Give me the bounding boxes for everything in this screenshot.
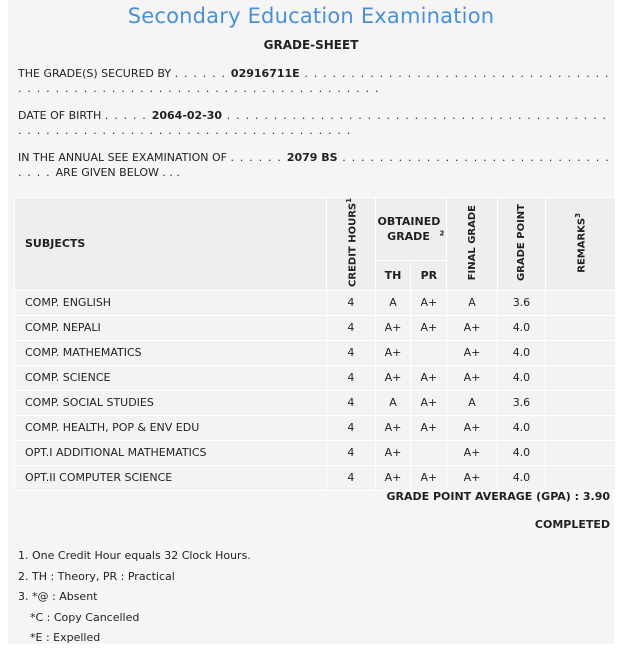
pr-grade-cell: A+ xyxy=(411,465,447,490)
subject-cell: COMP. MATHEMATICS xyxy=(15,340,327,365)
grade-point-cell: 4.0 xyxy=(497,415,545,440)
exam-line: IN THE ANNUAL SEE EXAMINATION OF . . . . . . 2079 BS . . . . . . . . . . . . . . . . . . . . . . . . . . . . . . . . . ARE GIVEN BELOW . . . xyxy=(18,151,610,179)
credit-cell: 4 xyxy=(327,465,376,490)
final-grade-cell: A xyxy=(447,390,497,415)
grade-point-cell: 3.6 xyxy=(497,290,545,315)
subject-cell: COMP. SOCIAL STUDIES xyxy=(15,390,327,415)
table-row xyxy=(15,415,616,440)
final-grade-cell: A+ xyxy=(447,365,497,390)
table-row xyxy=(15,440,616,465)
pr-grade-cell xyxy=(411,440,447,465)
pr-grade-cell: A+ xyxy=(411,315,447,340)
pr-grade-cell: A+ xyxy=(411,390,447,415)
pr-grade-cell: A+ xyxy=(411,415,447,440)
footnote-item: 2. TH : Theory, PR : Practical xyxy=(18,569,175,583)
subject-cell: OPT.I ADDITIONAL MATHEMATICS xyxy=(15,440,327,465)
credit-cell: 4 xyxy=(327,365,376,390)
th-grade-cell: A xyxy=(375,290,411,315)
secured-by-line: THE GRADE(S) SECURED BY . . . . . . 02916711E . . . . . . . . . . . . . . . . . . . . . . . . . . . . . . . . . . . . . . . . . . . . . . . . . . . . . . . . . . . . . . . . . . . . . . . . xyxy=(18,67,610,95)
exam-label: IN THE ANNUAL SEE EXAMINATION OF xyxy=(18,151,227,164)
th-grade-cell: A+ xyxy=(375,415,411,440)
th-header: TH xyxy=(375,260,411,290)
remarks-cell xyxy=(546,415,616,440)
secured-by-label: THE GRADE(S) SECURED BY xyxy=(18,67,172,80)
pr-grade-cell: A+ xyxy=(411,365,447,390)
grade-point-cell: 4.0 xyxy=(497,340,545,365)
grade-point-cell: 4.0 xyxy=(497,465,545,490)
credit-cell: 4 xyxy=(327,440,376,465)
footnote-item: *C : Copy Cancelled xyxy=(30,610,140,624)
credit-cell: 4 xyxy=(327,315,376,340)
remarks-cell xyxy=(546,315,616,340)
subjects-header: SUBJECTS xyxy=(15,198,327,291)
subject-cell: COMP. NEPALI xyxy=(15,315,327,340)
footnotes xyxy=(18,546,251,649)
dob-value: 2064-02-30 xyxy=(151,109,223,122)
th-grade-cell: A+ xyxy=(375,440,411,465)
table-row xyxy=(15,465,616,490)
exam-year: 2079 BS xyxy=(286,151,338,164)
gpa-summary: GRADE POINT AVERAGE (GPA) : 3.90 xyxy=(386,490,610,503)
grade-sheet-heading: GRADE-SHEET xyxy=(263,38,359,52)
th-grade-cell: A xyxy=(375,390,411,415)
remarks-cell xyxy=(546,440,616,465)
grade-point-cell: 4.0 xyxy=(497,440,545,465)
obtained-grade-header: OBTAINED GRADE $^2$ xyxy=(375,198,447,261)
table-row xyxy=(15,315,616,340)
final-grade-cell: A+ xyxy=(447,415,497,440)
grade-point-header: GRADE POINT xyxy=(497,198,545,291)
table-row xyxy=(15,390,616,415)
th-grade-cell: A+ xyxy=(375,465,411,490)
dob-line: DATE OF BIRTH . . . . . 2064-02-30 . . . . . . . . . . . . . . . . . . . . . . . . . . . . . . . . . . . . . . . . . . . . . . . . . . . . . . . . . . . . . . . . . . . . . . . . . . . . . xyxy=(18,109,608,137)
credit-cell: 4 xyxy=(327,290,376,315)
final-grade-header: FINAL GRADE xyxy=(447,198,497,291)
footnote-item: 3. *@ : Absent xyxy=(18,590,98,603)
remarks-cell xyxy=(546,465,616,490)
credit-cell: 4 xyxy=(327,415,376,440)
final-grade-cell: A+ xyxy=(447,315,497,340)
footnote-item: 1. One Credit Hour equals 32 Clock Hours. xyxy=(18,549,251,562)
remarks-header: REMARKS$^3$ xyxy=(546,198,616,291)
th-grade-cell: A+ xyxy=(375,315,411,340)
subject-cell: OPT.II COMPUTER SCIENCE xyxy=(15,465,327,490)
pr-header: PR xyxy=(411,260,447,290)
pr-grade-cell xyxy=(411,340,447,365)
remarks-cell xyxy=(546,290,616,315)
table-row xyxy=(15,340,616,365)
final-grade-cell: A+ xyxy=(447,440,497,465)
exam-suffix: ARE GIVEN BELOW . . . xyxy=(55,166,180,179)
final-grade-cell: A+ xyxy=(447,340,497,365)
th-grade-cell: A+ xyxy=(375,340,411,365)
grade-point-cell: 4.0 xyxy=(497,315,545,340)
credit-hours-header: CREDIT HOURS$^1$ xyxy=(327,198,376,291)
dob-label: DATE OF BIRTH xyxy=(18,109,102,122)
th-grade-cell: A+ xyxy=(375,365,411,390)
footnote-item: *E : Expelled xyxy=(30,631,101,644)
remarks-cell xyxy=(546,340,616,365)
subject-cell: COMP. ENGLISH xyxy=(15,290,327,315)
credit-cell: 4 xyxy=(327,340,376,365)
final-grade-cell: A xyxy=(447,290,497,315)
remarks-cell xyxy=(546,365,616,390)
page-title: Secondary Education Examination xyxy=(127,4,495,28)
credit-cell: 4 xyxy=(327,390,376,415)
symbol-number: 02916711E xyxy=(230,67,300,80)
table-row xyxy=(15,365,616,390)
grade-table xyxy=(14,197,616,491)
subject-cell: COMP. HEALTH, POP & ENV EDU xyxy=(15,415,327,440)
pr-grade-cell: A+ xyxy=(411,290,447,315)
status-completed: COMPLETED xyxy=(534,518,610,531)
grade-point-cell: 3.6 xyxy=(497,390,545,415)
subject-cell: COMP. SCIENCE xyxy=(15,365,327,390)
remarks-cell xyxy=(546,390,616,415)
final-grade-cell: A+ xyxy=(447,465,497,490)
grade-point-cell: 4.0 xyxy=(497,365,545,390)
table-row xyxy=(15,290,616,315)
